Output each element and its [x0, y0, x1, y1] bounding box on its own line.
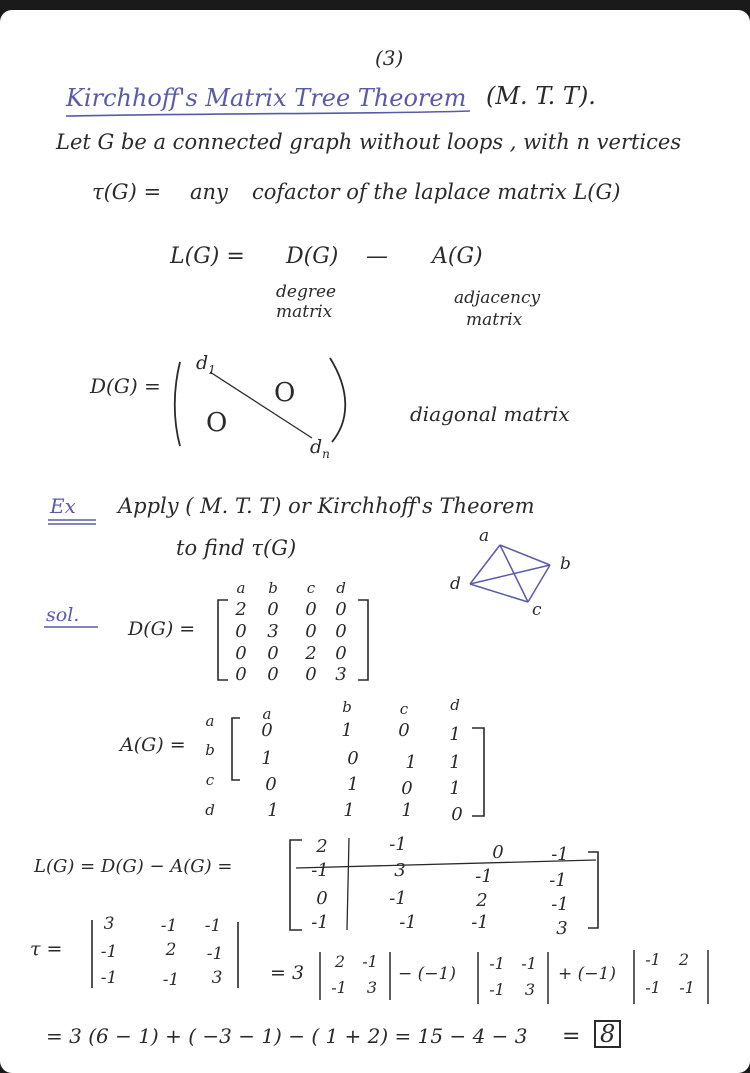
page-title: Kirchhoff's Matrix Tree Theorem [66, 84, 467, 112]
diag-lhs: D(G) = [90, 374, 161, 398]
example-line-1: Apply ( M. T. T) or Kirchhoff's Theorem [118, 494, 535, 518]
tau-cell: 2 [165, 940, 177, 960]
l-cell: 0 [492, 842, 504, 863]
diag-dn: $d_n$ [310, 436, 330, 461]
tau-cell: 3 [103, 914, 115, 934]
m1-cell: -1 [362, 952, 378, 971]
graph-vertex-d: d [450, 574, 461, 594]
d-cell: 3 [267, 621, 279, 642]
a-cell: 0 [451, 804, 463, 825]
m3-cell: -1 [679, 978, 695, 997]
notebook-page [0, 10, 750, 1073]
a-cell: 1 [449, 724, 461, 745]
m2-cell: 3 [524, 980, 536, 999]
tau-cell: -1 [100, 968, 118, 988]
d-cell: 0 [235, 643, 247, 664]
l-matrix-lhs: L(G) = D(G) − A(G) = [34, 856, 233, 877]
expand-eq: = 3 [270, 962, 305, 984]
l-cell: -1 [311, 912, 329, 933]
degree-note-1: degree [276, 282, 337, 302]
tau-def-lhs: τ(G) = [92, 180, 162, 204]
d-matrix-lhs: D(G) = [128, 618, 196, 640]
graph-vertex-a: a [479, 526, 490, 546]
diag-note: diagonal matrix [410, 402, 570, 426]
tau-def-rest: cofactor of the laplace matrix L(G) [252, 180, 621, 204]
final-equals: = [562, 1024, 581, 1049]
adj-note-1: adjacency [454, 288, 541, 308]
l-cell: 3 [556, 918, 568, 939]
diag-zero-upper: O [274, 378, 296, 408]
a-cell: 1 [347, 774, 359, 795]
l-cell: -1 [551, 894, 569, 915]
a-matrix-lhs: A(G) = [120, 734, 186, 756]
adjacency-matrix-symbol: A(G) [432, 244, 483, 269]
tau-cell: 3 [211, 968, 223, 988]
d-col-a: a [236, 579, 246, 597]
a-cell: 1 [261, 748, 273, 769]
m2-cell: -1 [489, 980, 505, 999]
a-col-a: a [262, 705, 272, 723]
a-cell: 1 [267, 800, 279, 821]
d-cell: 0 [235, 621, 247, 642]
d-cell: 0 [305, 621, 317, 642]
m1-cell: 3 [366, 978, 378, 997]
adj-note-2: matrix [466, 310, 523, 330]
m3-cell: -1 [645, 950, 661, 969]
a-cell: 1 [341, 720, 353, 741]
degree-note-2: matrix [276, 302, 333, 322]
a-cell: 0 [398, 720, 410, 741]
d-col-d: d [336, 579, 346, 597]
d-cell: 0 [235, 664, 247, 685]
d-col-b: b [268, 579, 278, 597]
a-row-label-b: b [205, 741, 215, 759]
example-graph [470, 545, 550, 602]
coef-2: − (−1) [398, 964, 456, 984]
a-cell: 1 [343, 800, 355, 821]
l-cell: 2 [476, 890, 488, 911]
tau-cell: -1 [162, 970, 180, 990]
d-cell: 0 [267, 664, 279, 685]
a-col-b: b [342, 698, 352, 716]
a-cell: 0 [347, 748, 359, 769]
a-cell: 1 [401, 800, 413, 821]
a-cell: 0 [401, 778, 413, 799]
d-cell: 0 [335, 599, 347, 620]
a-col-c: c [399, 700, 409, 718]
a-row-label-d: d [205, 801, 215, 819]
minus-dash: — [366, 244, 388, 269]
d-cell: 0 [305, 599, 317, 620]
graph-vertex-c: c [532, 600, 542, 620]
d-cell: 0 [335, 643, 347, 664]
a-cell: 1 [449, 752, 461, 773]
page-number: (3) [375, 46, 404, 70]
tau-cell: -1 [100, 942, 118, 962]
a-row-label-a: a [205, 712, 215, 730]
d-cell: 0 [335, 621, 347, 642]
tau-lhs: τ = [30, 938, 63, 960]
tau-cell: -1 [206, 944, 224, 964]
example-label: Ex [50, 494, 76, 518]
l-cell: -1 [551, 844, 569, 865]
l-cell: -1 [389, 834, 407, 855]
d-col-c: c [306, 579, 316, 597]
a-col-d: d [450, 696, 460, 714]
final-line: = 3 (6 − 1) + ( −3 − 1) − ( 1 + 2) = 15 − 4 − 3 [46, 1024, 528, 1048]
diag-d1: $d_1$ [196, 352, 216, 377]
l-cell: 2 [316, 836, 328, 857]
m1-cell: 2 [334, 952, 346, 971]
degree-matrix-symbol: D(G) [286, 244, 339, 269]
d-cell: 2 [305, 643, 317, 664]
d-cell: 0 [305, 664, 317, 685]
a-row-label-c: c [205, 771, 215, 789]
d-cell: 2 [235, 599, 247, 620]
graph-vertex-b: b [560, 554, 571, 574]
l-cell: -1 [389, 888, 407, 909]
m1-cell: -1 [331, 978, 347, 997]
a-cell: 1 [405, 752, 417, 773]
l-cell: -1 [311, 860, 329, 881]
a-cell: 0 [265, 774, 277, 795]
tau-cell: -1 [204, 916, 222, 936]
l-cell: -1 [475, 866, 493, 887]
m2-cell: -1 [521, 954, 537, 973]
l-cell: -1 [399, 912, 417, 933]
final-answer: 8 [594, 1020, 621, 1048]
diag-left-bracket [175, 362, 180, 446]
diag-zero-lower: O [206, 408, 228, 438]
a-cell: 1 [449, 778, 461, 799]
laplace-lhs: L(G) = [170, 244, 245, 269]
solution-label: sol. [46, 604, 80, 626]
tau-def-any: any [190, 180, 228, 204]
l-cell: -1 [471, 912, 489, 933]
d-cell: 0 [267, 643, 279, 664]
title-abbrev: (M. T. T). [486, 82, 596, 110]
tau-cell: -1 [160, 916, 178, 936]
d-cell: 0 [267, 599, 279, 620]
l-cell: 3 [394, 860, 406, 881]
m3-cell: 2 [678, 950, 690, 969]
example-line-2: to find τ(G) [176, 536, 297, 560]
m3-cell: -1 [645, 978, 661, 997]
statement: Let G be a connected graph without loops , with n vertices [56, 130, 682, 154]
diag-right-bracket [330, 358, 345, 442]
d-cell: 3 [335, 664, 347, 685]
l-cell: -1 [549, 870, 567, 891]
m2-cell: -1 [489, 954, 505, 973]
a-cell: 0 [261, 720, 273, 741]
l-cell: 0 [316, 888, 328, 909]
coef-3: + (−1) [558, 964, 616, 984]
